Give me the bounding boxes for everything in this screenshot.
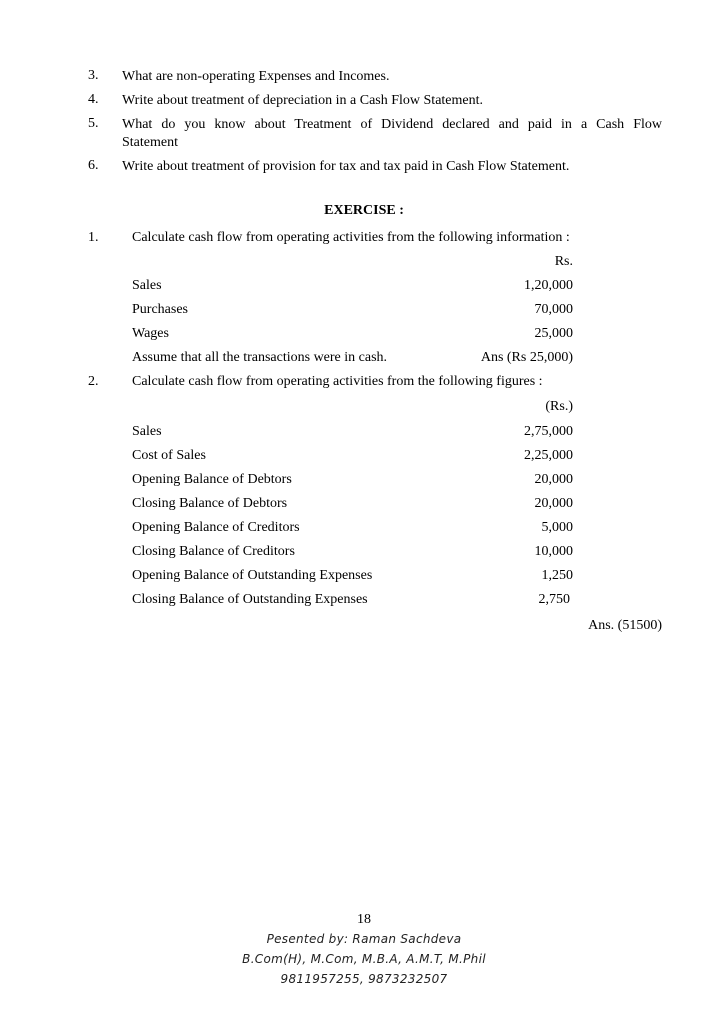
question-number: 4. xyxy=(88,92,99,107)
table-row xyxy=(0,448,728,468)
item-value: 1,20,000 xyxy=(524,278,573,293)
question-number: 6. xyxy=(88,158,99,173)
question-text-line2: Statement xyxy=(122,135,178,150)
item-label: Cost of Sales xyxy=(132,448,206,463)
exercise-number: 1. xyxy=(88,230,99,245)
table-row xyxy=(0,520,728,540)
page-number: 18 xyxy=(357,912,371,927)
item-label: Sales xyxy=(132,278,162,293)
item-label: Opening Balance of Outstanding Expenses xyxy=(132,568,373,583)
note-row xyxy=(0,350,728,370)
question-text: Write about treatment of depreciation in a Cash Flow Statement. xyxy=(122,93,483,108)
unit-label: (Rs.) xyxy=(545,399,573,414)
contact-line: 9811957255, 9873232507 xyxy=(280,972,448,986)
answer-text: Ans. (51500) xyxy=(588,618,662,633)
credentials-line: B.Com(H), M.Com, M.B.A, A.M.T, M.Phil xyxy=(242,952,486,966)
exercise-heading: Calculate cash flow from operating activities from the following information : xyxy=(132,230,570,245)
table-row xyxy=(0,544,728,564)
question-text: Write about treatment of provision for tax and tax paid in Cash Flow Statement. xyxy=(122,159,570,174)
note-text: Assume that all the transactions were in cash. xyxy=(132,350,388,365)
item-value: 2,750 xyxy=(538,592,570,607)
item-value: 70,000 xyxy=(534,302,573,317)
item-value: 2,75,000 xyxy=(524,424,573,439)
item-label: Wages xyxy=(132,326,169,341)
unit-row xyxy=(0,254,728,274)
question-text: What are non-operating Expenses and Incomes. xyxy=(122,69,390,84)
item-label: Closing Balance of Creditors xyxy=(132,544,295,559)
exercise-title: EXERCISE : xyxy=(324,203,404,218)
table-row xyxy=(0,568,728,588)
item-label: Opening Balance of Debtors xyxy=(132,472,292,487)
item-label: Purchases xyxy=(132,302,188,317)
table-row xyxy=(0,424,728,444)
item-label: Closing Balance of Debtors xyxy=(132,496,288,511)
presenter-line: Pesented by: Raman Sachdeva xyxy=(266,932,462,946)
exercise-number: 2. xyxy=(88,374,99,389)
table-row xyxy=(0,326,728,346)
answer-row xyxy=(0,618,728,638)
table-row xyxy=(0,278,728,298)
table-row xyxy=(0,302,728,322)
table-row xyxy=(0,592,728,612)
question-number: 3. xyxy=(88,68,99,83)
item-label: Opening Balance of Creditors xyxy=(132,520,300,535)
table-row xyxy=(0,496,728,516)
exercise-2-heading-row xyxy=(0,374,728,394)
item-value: 5,000 xyxy=(541,520,573,535)
question-number: 5. xyxy=(88,116,99,131)
item-value: 25,000 xyxy=(534,326,573,341)
exercise-heading: Calculate cash flow from operating activities from the following figures : xyxy=(132,374,543,389)
item-value: 10,000 xyxy=(534,544,573,559)
item-value: 2,25,000 xyxy=(524,448,573,463)
item-label: Sales xyxy=(132,424,162,439)
question-text-line1: What do you know about Treatment of Dividend declared and paid in a Cash Flow xyxy=(122,117,662,132)
item-value: 20,000 xyxy=(534,496,573,511)
table-row xyxy=(0,472,728,492)
item-value: 1,250 xyxy=(541,568,573,583)
item-label: Closing Balance of Outstanding Expenses xyxy=(132,592,368,607)
answer-text: Ans (Rs 25,000) xyxy=(480,350,573,365)
unit-label: Rs. xyxy=(554,254,573,269)
exercise-1-heading-row xyxy=(0,230,728,250)
unit-row xyxy=(0,399,728,419)
item-value: 20,000 xyxy=(534,472,573,487)
